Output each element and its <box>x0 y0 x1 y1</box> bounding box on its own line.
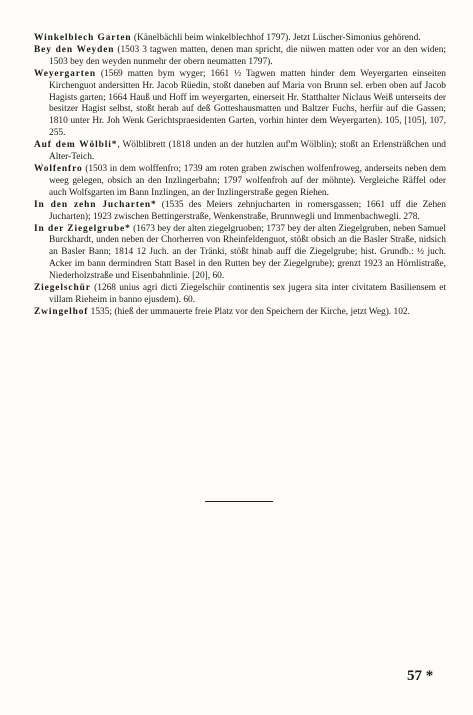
entry-text: (1673 bey der alten ziegelgruoben; 1737 bey der alten Ziegelgruben, neben Samuel Burckhardt, unden neben der Chorherren von Rheinfeldenguot, stößt obsich an die Basler Straße, nidsich an Basler Bann; 1814 12 Juch. an der Tränki, stößt hinab auff die Ziegelgrube; hist. Grundb.: ½ juch. Acker im bann dermindren Statt Basel in den Rutten bey der Ziegelgrube); grenzt 1923 an Hörnlistraße, Niederholzstraße und Eisenbahnlinie. [20], 60. <box>49 223 446 282</box>
entry-text: (1268 unius agri dicti Ziegelschür continentis sex jugera sita inter civitatem Basiliensem et villam Rieheim in banno ejusdem). 60. <box>49 283 446 305</box>
entry-text: (1569 matten bym wyger; 1661 ½ Tagwen matten hinder dem Weyergarten einseiten Kirchenguot andersitten Hr. Jacob Rüedin, stoßt daneben auf Maria von Brunn sel. erben oben auf Jacob Hagists garten; 1664 Hauß und Hoff im weyergarten, einerseit Hr. Statthalter Niclaus Weiß unterseits der besitzer Hagist selbst, stoßt herab auf deß Gotteshausmatten und Baltzer Fuchs, herfür auf die Gassen; 1810 unter Hr. Joh Wenk Gerichtspraesidenten Garten, vorhin hinter dem Weyergarten). 105, [105], 107, 255. <box>49 68 446 139</box>
entry-zwingelhof <box>34 307 446 319</box>
entry-text: (1503 in dem wolffenfro; 1739 am roten graben zwischen wolfenfroweg, anderseits neben dem weeg gelegen, obsich an den Inzlingerbahn; 1797 wolfenfroh auf der möhnte). Vergleiche Räffel oder auch Wolfsgarten im Bann Inzlingen, an der Inzlingerstraße gegen Riehen. <box>49 163 446 198</box>
entry-term: Zwingelhof <box>34 306 89 317</box>
entry-text: (1503 3 tagwen matten, denen man spricht, die nüwen matten oder vor an den widen; 1503 bey den weyden nunmehr der obern neumatten 1797). <box>49 44 446 67</box>
entry-term: In den zehn Jucharten* <box>34 199 157 210</box>
entry-term: Auf dem Wölbli* <box>34 140 118 151</box>
entry-auf-dem-woelbli <box>34 140 446 164</box>
entry-weyergarten <box>34 69 446 140</box>
entry-text: , Wölblibrett (1818 unden an der hutzlen auf'm Wölblin); stoßt an Erlensträßchen und Alter-Teich. <box>49 140 446 163</box>
page-number: 57 * <box>407 668 434 684</box>
entry-term: Bey den Weyden <box>34 44 115 55</box>
entry-bey-den-weyden <box>34 45 446 69</box>
entry-text: 1535; (hieß der ummauerte freie Platz vor den Speichern der Kirche, jetzt Weg). 102. <box>88 306 410 317</box>
entry-term: In der Ziegelgrube* <box>34 223 131 234</box>
entry-text: (Känelbächli beim winkelblechhof 1797). Jetzt Lüscher-Simonius gehörend. <box>131 33 421 43</box>
entry-wolfenfro <box>34 164 446 200</box>
entry-list <box>34 33 446 319</box>
entry-term: Winkelblech Garten <box>34 33 132 43</box>
entry-term: Wolfenfro <box>34 163 83 174</box>
entry-ziegelschuer <box>34 283 446 307</box>
entry-term: Weyergarten <box>34 68 96 79</box>
entry-text: (1535 des Meiers zehnjucharten in romersgassen; 1661 uff die Zehen Jucharten); 1923 zwischen Bettingerstraße, Wenkenstraße, Brunnwegli und Immenbachwegli. 278. <box>49 199 446 222</box>
entry-term: Ziegelschür <box>34 283 91 294</box>
entry-winkelblech-garten <box>34 33 446 45</box>
section-divider <box>205 501 273 502</box>
entry-in-den-zehn-jucharten <box>34 200 446 224</box>
entry-in-der-ziegelgrube <box>34 224 446 284</box>
